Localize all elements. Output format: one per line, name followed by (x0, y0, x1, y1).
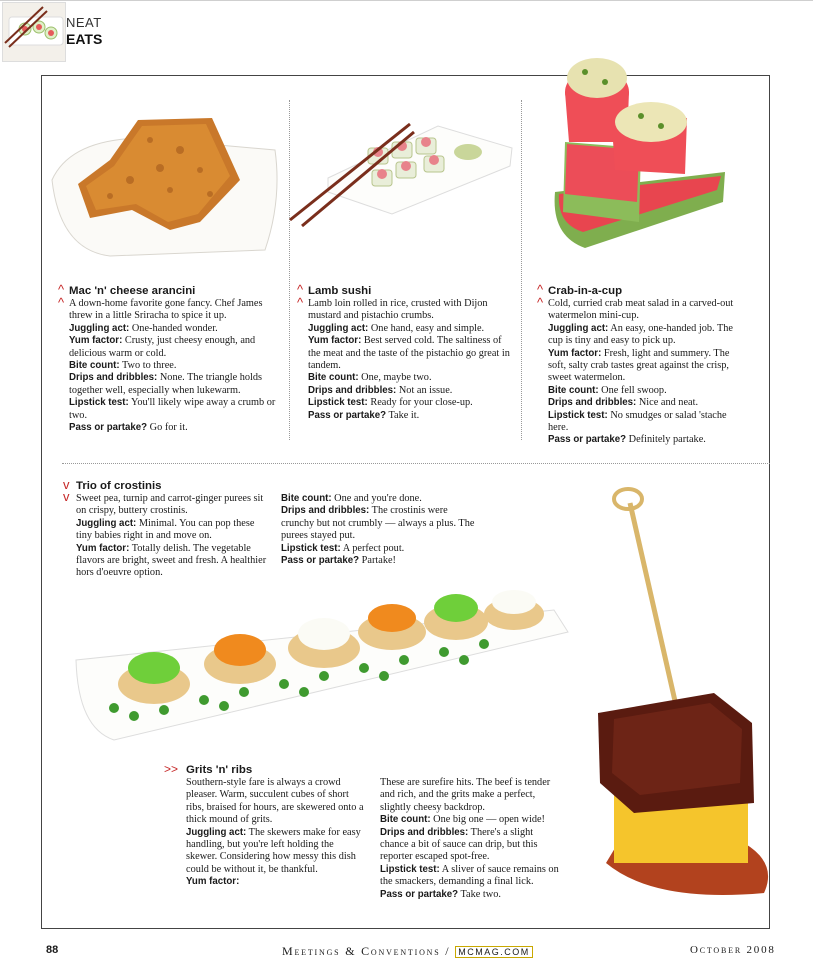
accent-caret-icon: ^ (537, 295, 544, 310)
value-drips: There's a slight chance a bit of sauce can drip, but this reporter escaped spot-free. (380, 826, 538, 863)
value-yum: Best served cold. The saltiness of the meat and the taste of the pistachio go great in tandem. (308, 335, 510, 372)
accent-caret-icon: ^ (58, 295, 65, 310)
value-drips: Not an issue. (398, 384, 453, 396)
item-title: Trio of crostinis (76, 480, 162, 492)
label-drips: Drips and dribbles: (69, 372, 158, 384)
item-intro: Lamb loin rolled in rice, crusted with Dijon mustard and pistachio crumbs. (308, 298, 488, 322)
value-pass: Take two. (460, 888, 501, 900)
value-yum: Totally delish. The vegetable flavors are bright, sweet and fresh. A healthier hors d'oeuvre option. (76, 542, 267, 579)
item-title: Grits 'n' ribs (186, 764, 253, 776)
label-juggling: Juggling act: (548, 322, 609, 334)
grits-ribs-photo (594, 483, 778, 908)
item-crab-cup (548, 284, 744, 447)
item-crostinis-col2 (281, 493, 481, 567)
value-yum: Crusty, just cheesy enough, and delicious warm or cold. (69, 335, 256, 359)
accent-caret-icon: ^ (58, 282, 65, 297)
value-juggling: An easy, one-handed job. The cup is tiny and easy to pick up. (548, 322, 733, 347)
value-pass: Definitely partake. (628, 434, 706, 446)
item-title: Lamb sushi (308, 285, 372, 297)
item-title: Mac 'n' cheese arancini (69, 285, 196, 297)
value-bite: Two to three. (121, 360, 177, 372)
column-divider (521, 100, 523, 440)
label-bite: Bite count: (308, 372, 359, 384)
item-crostinis-col1 (76, 479, 272, 580)
label-lipstick: Lipstick test: (69, 397, 129, 409)
label-lipstick: Lipstick test: (308, 397, 368, 409)
label-lipstick: Lipstick test: (281, 542, 341, 554)
label-pass: Pass or partake? (380, 888, 459, 900)
value-yum: Fresh, light and summery. The soft, salty crab tastes great against the crisp, sweet watermelon. (548, 347, 730, 384)
label-yum: Yum factor: (548, 347, 602, 359)
site-link[interactable]: MCMAG.COM (455, 946, 533, 958)
label-bite: Bite count: (380, 814, 431, 826)
accent-caret-icon: ^ (537, 282, 544, 297)
section-title: EATS (66, 31, 103, 47)
value-bite: One big one — open wide! (433, 814, 545, 826)
value-drips: None. The triangle holds together well, especially when lukewarm. (69, 372, 263, 396)
page-number: 88 (46, 944, 59, 956)
label-yum: Yum factor: (186, 876, 240, 888)
arancini-photo (50, 110, 280, 265)
value-bite: One and you're done. (334, 493, 422, 504)
value-drips: The crostinis were crunchy but not crumbly — always a plus. The purees stayed put. (281, 505, 475, 542)
publication-name (282, 944, 533, 959)
label-lipstick: Lipstick test: (548, 409, 608, 421)
accent-chevron-icon: v (63, 489, 70, 504)
item-intro: A down-home favorite gone fancy. Chef James threw in a little Sriracha to spice it up. (69, 298, 263, 322)
label-yum: Yum factor: (308, 335, 362, 347)
label-drips: Drips and dribbles: (380, 826, 469, 838)
item-grits-col1 (186, 763, 366, 889)
crostini-trio-photo (74, 588, 574, 753)
section-thumbnail-image (2, 2, 66, 62)
lamb-sushi-photo (288, 118, 514, 233)
accent-caret-icon: ^ (297, 295, 304, 310)
accent-caret-icon: ^ (297, 282, 304, 297)
label-drips: Drips and dribbles: (548, 397, 637, 409)
label-bite: Bite count: (281, 493, 332, 504)
label-lipstick: Lipstick test: (380, 863, 440, 875)
label-drips: Drips and dribbles: (281, 505, 370, 517)
value-lipstick: No smudges or salad 'stache here. (548, 409, 727, 434)
accent-chevron-icon: >> (164, 762, 179, 776)
value-bite: One fell swoop. (601, 384, 667, 396)
label-drips: Drips and dribbles: (308, 384, 397, 396)
item-intro: Sweet pea, turnip and carrot-ginger purees sit on crispy, buttery crostinis. (76, 493, 264, 517)
label-juggling: Juggling act: (69, 322, 130, 334)
top-rule (0, 0, 813, 1)
value-pass: Take it. (388, 409, 420, 421)
value-lipstick: Ready for your close-up. (370, 397, 473, 409)
label-yum: Yum factor: (69, 335, 123, 347)
value-drips: Nice and neat. (638, 397, 699, 409)
label-juggling: Juggling act: (308, 322, 369, 334)
item-intro: Cold, curried crab meat salad in a carved-out watermelon mini-cup. (548, 298, 734, 322)
section-divider (62, 463, 770, 465)
value-yum: These are surefire hits. The beef is tender and rich, and the grits make a perfect, slightly cheesy backdrop. (380, 777, 551, 813)
value-juggling: Minimal. You can pop these tiny babies right in and move on. (76, 517, 255, 542)
item-grits-col2 (380, 777, 562, 901)
value-juggling: The skewers make for easy handling, but you're left holding the skewer. Considering how messy this dish could be without it, be thankful. (186, 826, 361, 875)
value-juggling: One-handed wonder. (131, 322, 218, 334)
item-title: Crab-in-a-cup (548, 285, 623, 297)
value-pass: Partake! (361, 555, 396, 567)
label-bite: Bite count: (69, 360, 120, 372)
value-juggling: One hand, easy and simple. (370, 322, 485, 334)
accent-chevron-icon: v (63, 477, 70, 492)
item-lamb-sushi (308, 284, 514, 422)
label-juggling: Juggling act: (186, 826, 247, 838)
crab-cup-photo (545, 52, 735, 257)
publication-title: Meetings & Conventions / (282, 944, 451, 958)
value-lipstick: A sliver of sauce remains on the smackers, demanding a final lick. (380, 863, 559, 888)
section-kicker: NEAT (66, 15, 102, 30)
label-pass: Pass or partake? (308, 409, 387, 421)
label-pass: Pass or partake? (69, 422, 148, 434)
issue-date: October 2008 (690, 944, 776, 956)
item-arancini (69, 284, 281, 434)
label-juggling: Juggling act: (76, 517, 137, 529)
label-pass: Pass or partake? (548, 434, 627, 446)
label-yum: Yum factor: (76, 542, 130, 554)
value-pass: Go for it. (149, 422, 188, 434)
item-intro: Southern-style fare is always a crowd pleaser. Warm, succulent cubes of short ribs, braised for hours, are skewered onto a thick mound of grits. (186, 777, 364, 826)
label-bite: Bite count: (548, 384, 599, 396)
value-lipstick: You'll likely wipe away a crumb or two. (69, 397, 276, 421)
value-bite: One, maybe two. (361, 372, 432, 384)
label-pass: Pass or partake? (281, 555, 360, 567)
value-lipstick: A perfect pout. (342, 542, 405, 554)
